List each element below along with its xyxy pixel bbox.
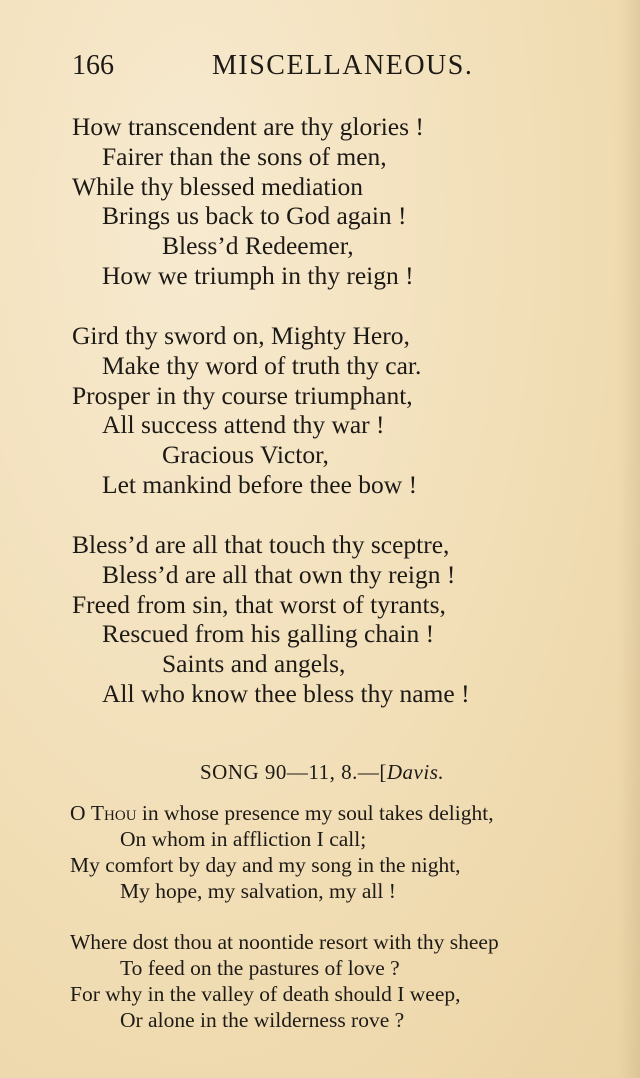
verse-line: Fairer than the sons of men, [102, 141, 387, 171]
verse-line: For why in the valley of death should I weep, [70, 982, 461, 1006]
verse-line: On whom in affliction I call; [120, 827, 367, 851]
song-author: Davis. [386, 760, 445, 784]
verse-line: Where dost thou at noontide resort with thy sheep [70, 930, 499, 954]
verse-line: Bless’d are all that touch thy sceptre, [72, 530, 450, 559]
verse-line: Bless’d are all that own thy reign ! [102, 559, 456, 589]
verse-line-small-caps: Thou [90, 801, 137, 825]
song-stanza-2 [70, 929, 499, 1033]
verse-line: Rescued from his galling chain ! [102, 619, 435, 649]
verse-line: Prosper in thy course triumphant, [72, 380, 413, 410]
verse-line: My comfort by day and my song in the night, [70, 853, 461, 877]
page-edge-shadow [618, 0, 640, 1078]
verse-line: Saints and angels, [162, 649, 346, 679]
page-number: 166 [72, 50, 114, 81]
verse-line: All who know thee bless thy name ! [102, 678, 470, 708]
verse-line: My hope, my salvation, my all ! [120, 879, 396, 903]
verse-line: Brings us back to God again ! [102, 201, 407, 231]
verse-line-rest: in whose presence my soul takes delight, [136, 801, 494, 825]
running-head: MISCELLANEOUS. [212, 50, 474, 81]
verse-line: Gird thy sword on, Mighty Hero, [72, 321, 410, 350]
verse-line: All success attend thy war ! [102, 410, 385, 440]
verse-line: How transcendent are thy glories ! [72, 112, 424, 141]
verse-line: Let mankind before thee bow ! [102, 469, 418, 499]
song-stanza-1 [70, 800, 494, 904]
verse-line: To feed on the pastures of love ? [120, 956, 400, 980]
verse-line: Make thy word of truth thy car. [102, 350, 422, 380]
verse-line-lead: O [70, 801, 91, 825]
verse-line [70, 800, 494, 826]
verse-line: Gracious Victor, [162, 440, 329, 470]
stanza-1 [72, 112, 424, 291]
verse-line: While thy blessed mediation [72, 171, 364, 201]
verse-line: Or alone in the wilderness rove ? [120, 1008, 405, 1032]
stanza-3 [72, 530, 470, 709]
verse-line: Freed from sin, that worst of tyrants, [72, 589, 446, 619]
song-heading [200, 760, 444, 785]
page-header [72, 50, 512, 86]
verse-line: How we triumph in thy reign ! [102, 260, 414, 290]
stanza-2 [72, 321, 421, 500]
song-number: SONG 90—11, 8.—[ [200, 760, 387, 784]
verse-line: Bless’d Redeemer, [162, 231, 354, 261]
